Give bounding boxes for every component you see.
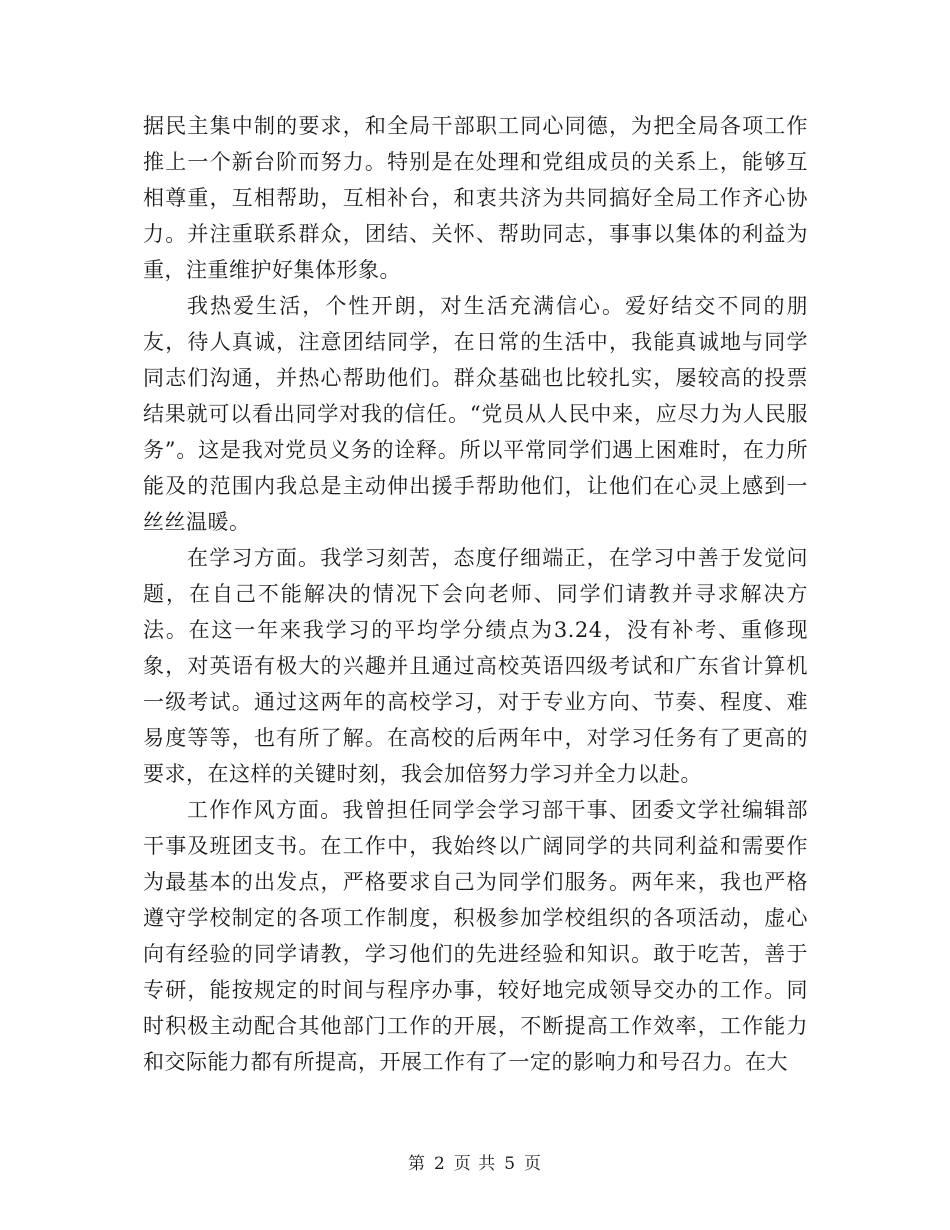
footer-middle: 页 共 xyxy=(453,1154,497,1174)
paragraph-3: 在学习方面。我学习刻苦，态度仔细端正，在学习中善于发觉问题，在自己不能解决的情况下会向老师、同学们请教并寻求解决方法。在这一年来我学习的平均学分绩点为3.24，没有补考、重修现象，对英语有极大的兴趣并且通过高校英语四级考试和广东省计算机一级考试。通过这两年的高校学习，对于专业方向、节奏、程度、难易度等等，也有所了解。在高校的后两年中，对学习任务有了更高的要求，在这样的关键时刻，我会加倍努力学习并全力以赴。 xyxy=(143,546,808,786)
paragraph-1: 据民主集中制的要求，和全局干部职工同心同德，为把全局各项工作推上一个新台阶而努力。特别是在处理和党组成员的关系上，能够互相尊重，互相帮助，互相补台，和衷共济为共同搞好全局工作齐心协力。并注重联系群众，团结、关怀、帮助同志，事事以集体的利益为重，注重维护好集体形象。 xyxy=(143,114,808,282)
footer-current-page: 2 xyxy=(433,1154,446,1174)
footer-suffix: 页 xyxy=(524,1154,543,1174)
paragraph-4: 工作作风方面。我曾担任同学会学习部干事、团委文学社编辑部干事及班团支书。在工作中，我始终以广阔同学的共同利益和需要作为最基本的出发点，严格要求自己为同学们服务。两年来，我也严格遵守学校制定的各项工作制度，积极参加学校组织的各项活动，虚心向有经验的同学请教，学习他们的先进经验和知识。敢于吃苦，善于专研，能按规定的时间与程序办事，较好地完成领导交办的工作。同时积极主动配合其他部门工作的开展，不断提高工作效率，工作能力和交际能力都有所提高，开展工作有了一定的影响力和号召力。在大 xyxy=(143,798,808,1074)
paragraph-2: 我热爱生活，个性开朗，对生活充满信心。爱好结交不同的朋友，待人真诚，注意团结同学，在日常的生活中，我能真诚地与同学同志们沟通，并热心帮助他们。群众基础也比较扎实，屡较高的投票结果就可以看出同学对我的信任。“党员从人民中来，应尽力为人民服务”。这是我对党员义务的诠释。所以平常同学们遇上困难时，在力所能及的范围内我总是主动伸出援手帮助他们，让他们在心灵上感到一丝丝温暖。 xyxy=(143,294,808,534)
page-footer xyxy=(0,1149,950,1174)
footer-prefix: 第 xyxy=(407,1154,426,1174)
footer-total-pages: 5 xyxy=(504,1154,517,1174)
document-body xyxy=(143,108,808,1080)
